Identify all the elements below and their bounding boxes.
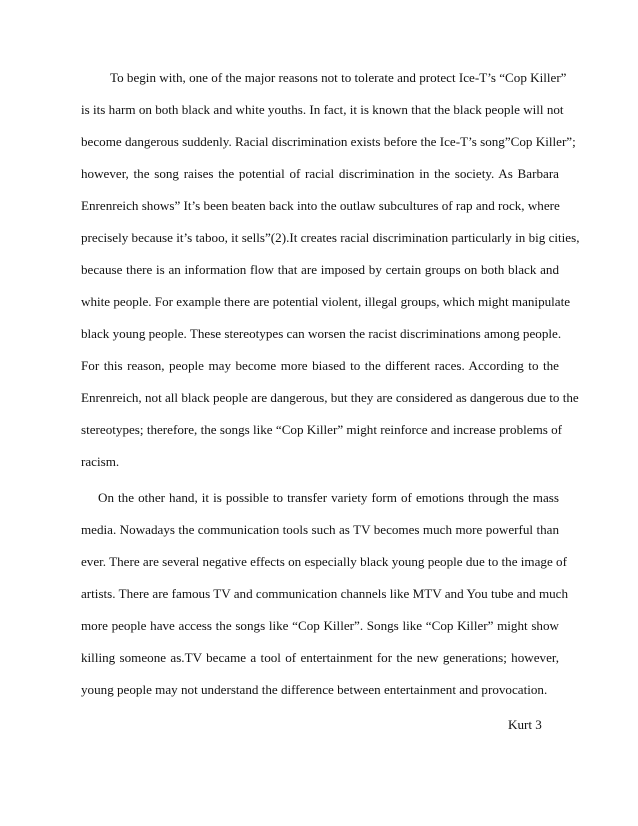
- text-line: more people have access the songs like “Cop Killer”. Songs like “Cop Killer” might show: [81, 618, 559, 633]
- text-line: killing someone as.TV became a tool of entertainment for the new generations; however,: [81, 650, 559, 665]
- text-line: young people may not understand the difference between entertainment and provocation.: [81, 682, 548, 697]
- text-line: because there is an information flow that are imposed by certain groups on both black and: [81, 262, 559, 277]
- text-line: black young people. These stereotypes can worsen the racist discriminations among people.: [81, 326, 562, 341]
- text-line: racism.: [81, 454, 120, 469]
- text-line: ever. There are several negative effects on especially black young people due to the image of: [81, 554, 567, 569]
- text-line: artists. There are famous TV and communication channels like MTV and You tube and much: [81, 586, 569, 601]
- text-line: stereotypes; therefore, the songs like “Cop Killer” might reinforce and increase problems of: [81, 422, 563, 437]
- text-line: Enrenreich, not all black people are dangerous, but they are considered as dangerous due to the: [81, 390, 579, 405]
- text-line: For this reason, people may become more biased to the different races. According to the: [81, 358, 559, 373]
- text-line: white people. For example there are potential violent, illegal groups, which might manipulate: [81, 294, 571, 309]
- page-footer: Kurt 3: [508, 717, 542, 732]
- text-line: media. Nowadays the communication tools such as TV becomes much more powerful than: [81, 522, 559, 537]
- text-line: Enrenreich shows” It’s been beaten back into the outlaw subcultures of rap and rock, where: [81, 198, 560, 213]
- text-line: however, the song raises the potential of racial discrimination in the society. As Barbara: [81, 166, 559, 181]
- text-line: precisely because it’s taboo, it sells”(2).It creates racial discrimination particularly in big cities,: [81, 230, 580, 245]
- text-line: become dangerous suddenly. Racial discrimination exists before the Ice-T’s song”Cop Killer”;: [81, 134, 576, 149]
- text-line: To begin with, one of the major reasons not to tolerate and protect Ice-T’s “Cop Killer”: [110, 70, 567, 85]
- text-line: is its harm on both black and white youths. In fact, it is known that the black people will not: [81, 102, 564, 117]
- text-line: On the other hand, it is possible to transfer variety form of emotions through the mass: [98, 490, 559, 505]
